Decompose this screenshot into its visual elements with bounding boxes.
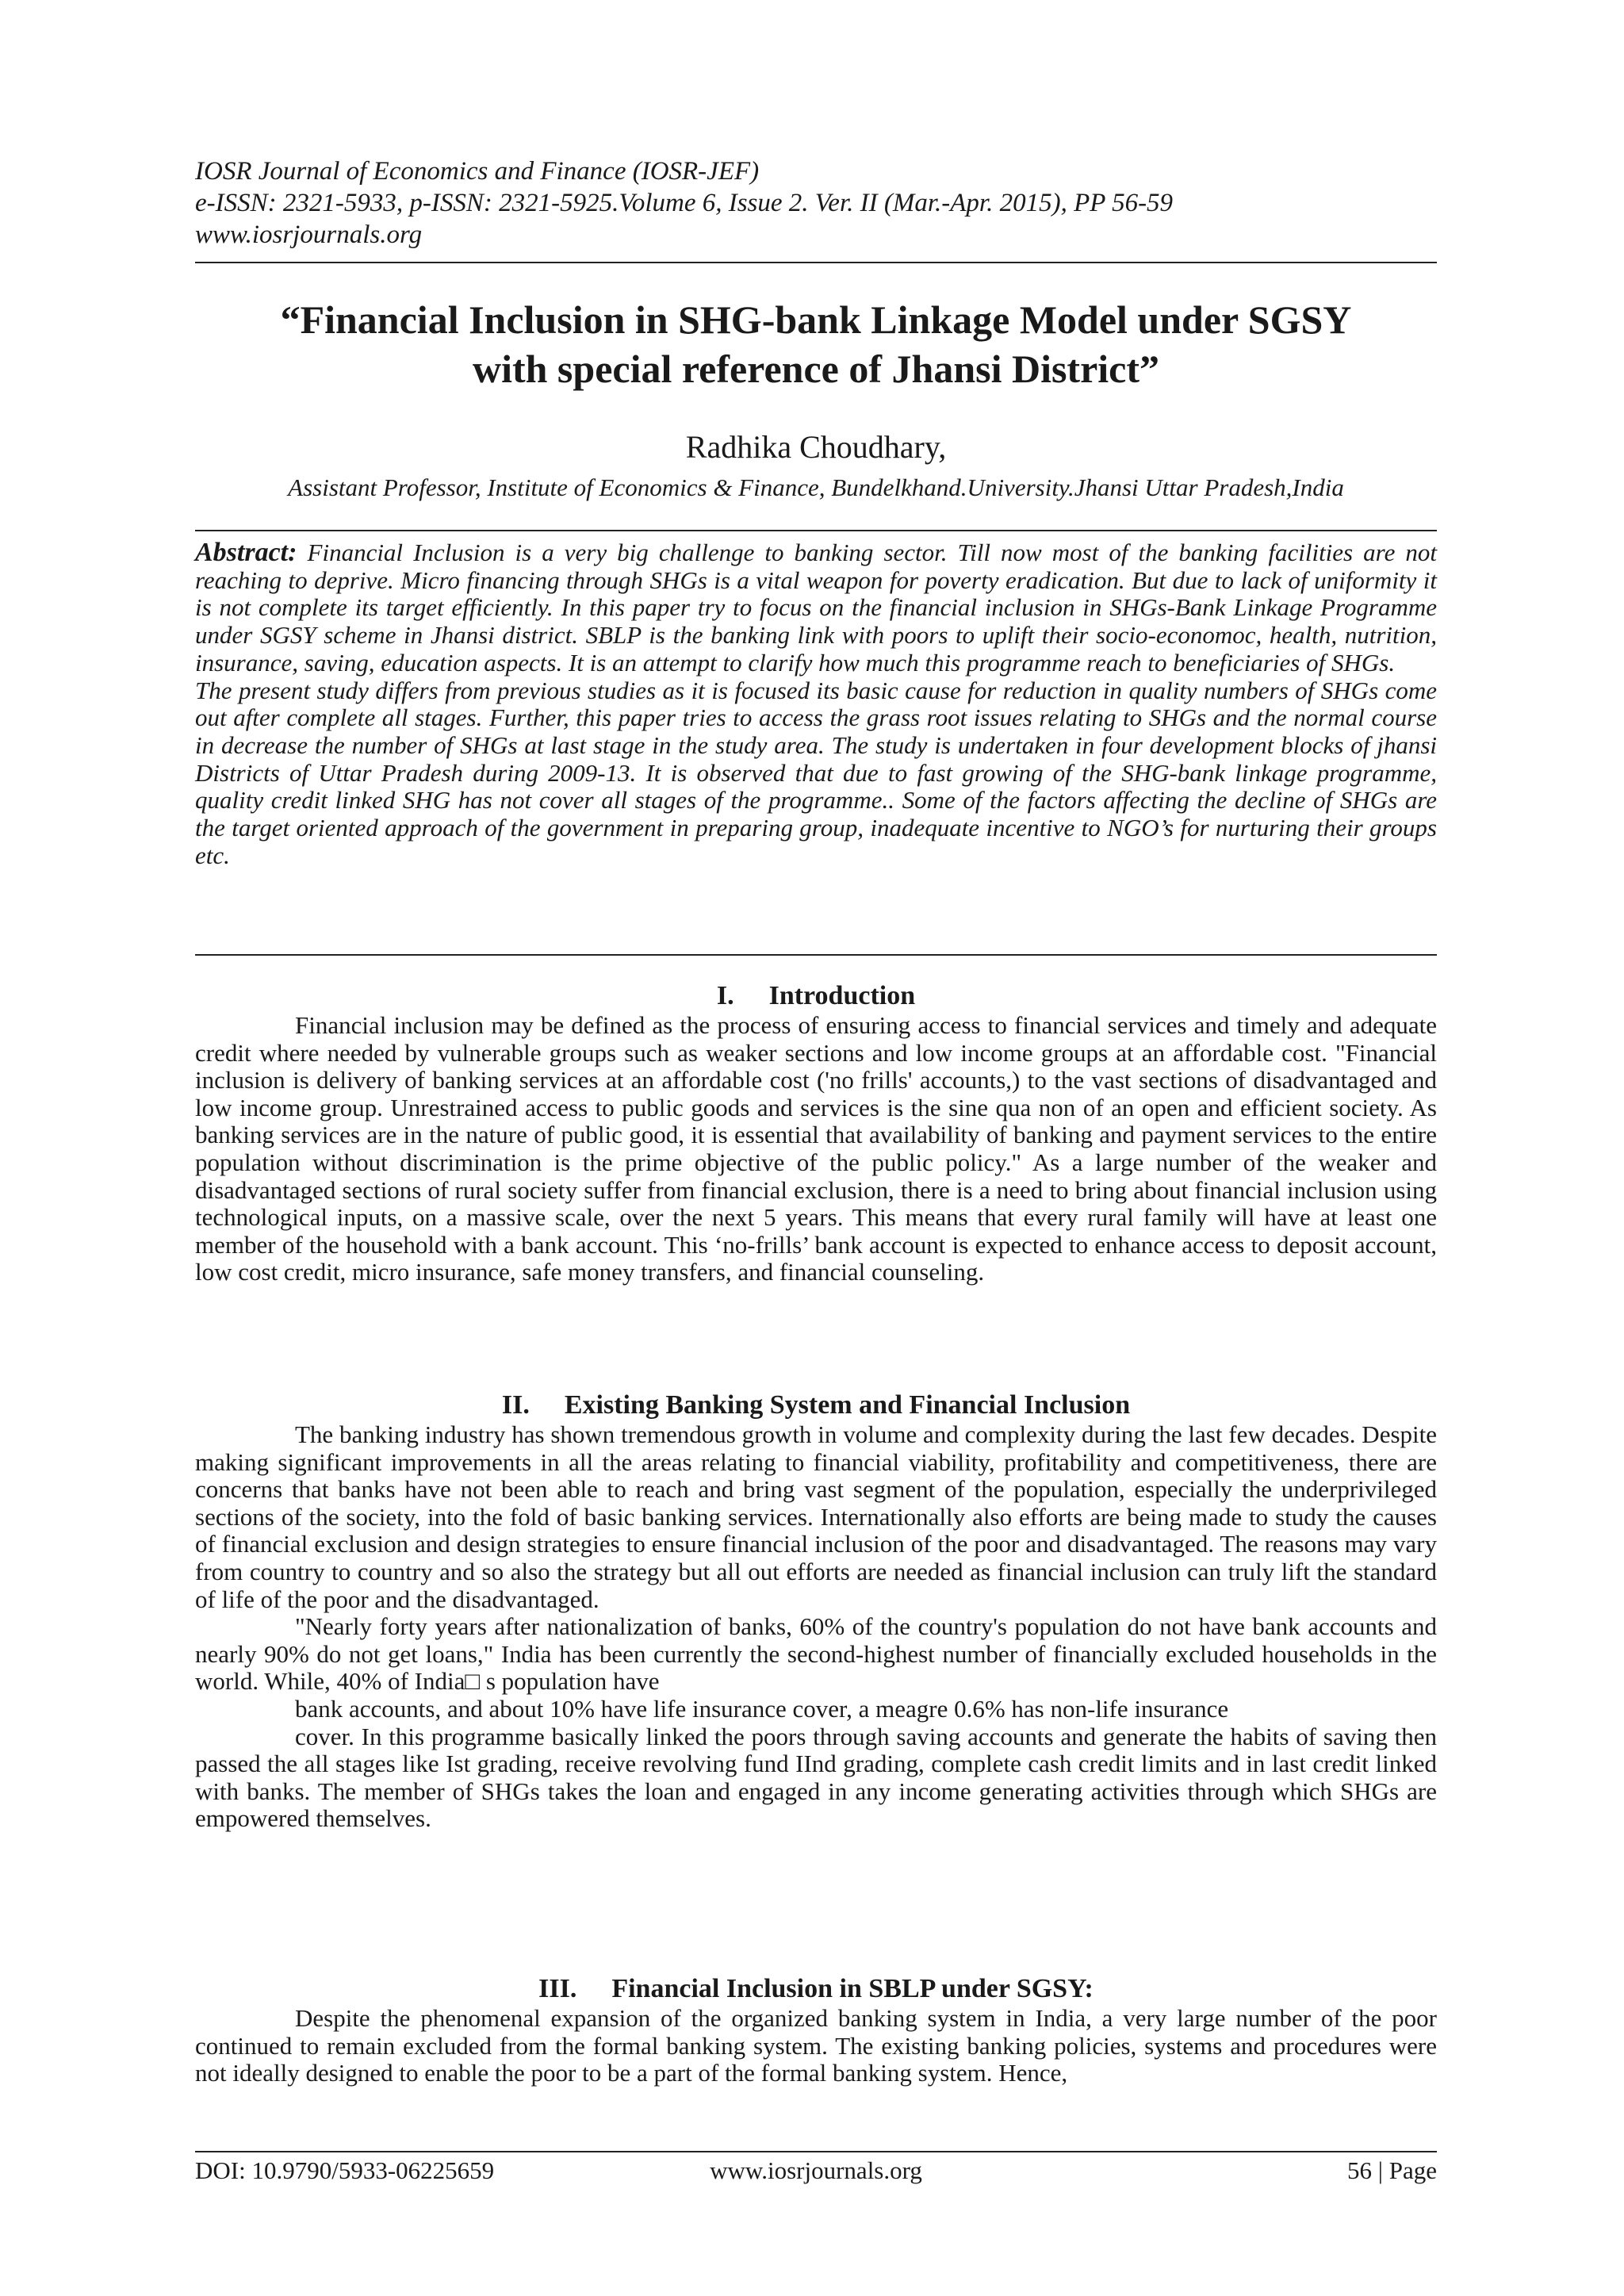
section-heading-3 xyxy=(195,1973,1437,2005)
journal-header xyxy=(195,155,1437,251)
body-paragraph: "Nearly forty years after nationalization of banks, 60% of the country's population do not have bank accounts and nearly 90% do not get loans," India has been currently the second-highest number of financially excluded households in the world. While, 40% of India□ s population have xyxy=(195,1612,1437,1696)
section-title: Existing Banking System and Financial Inclusion xyxy=(564,1390,1131,1420)
section-number: III. xyxy=(538,1974,577,2003)
journal-name: IOSR Journal of Economics and Finance (IOSR-JEF) xyxy=(195,157,760,186)
title-line-2: with special reference of Jhansi District” xyxy=(472,347,1160,391)
author-name: Radhika Choudhary, xyxy=(685,429,947,465)
title-line-1: “Financial Inclusion in SHG-bank Linkage Model under SGSY xyxy=(280,297,1352,342)
page-number: 56 | Page xyxy=(1347,2156,1437,2184)
body-paragraph: Despite the phenomenal expansion of the organized banking system in India, a very large number of the poor continued to remain excluded from the formal banking system. The existing banking policies, systems and procedures were not ideally designed to enable the poor to be a part of the formal banking system. Hence, xyxy=(195,2004,1437,2087)
section-number: I. xyxy=(716,981,734,1010)
abstract-text-1: Financial Inclusion is a very big challenge to banking sector. Till now most of the banking facilities are not reaching to deprive. Micro financing through SHGs is a vital weapon for poverty eradication. But due to lack of uniformity it is not complete its target efficiently. In this paper try to focus on the financial inclusion in SHGs-Bank Linkage Programme under SGSY scheme in Jhansi district. SBLP is the banking link with poors to uplift their socio-economoc, health, nutrition, insurance, saving, education aspects. It is an attempt to clarify how much this programme reach to beneficiaries of SHGs. xyxy=(195,539,1437,677)
section-body-3 xyxy=(195,2005,1437,2087)
issn-line: e-ISSN: 2321-5933, p-ISSN: 2321-5925.Volume 6, Issue 2. Ver. II (Mar.-Apr. 2015), PP 56-59 xyxy=(195,189,1174,217)
body-paragraph: cover. In this programme basically linked the poors through saving accounts and generate the habits of saving then passed the all stages like Ist grading, receive revolving fund IInd grading, complete cash credit limits and in last credit linked with banks. The member of SHGs takes the loan and engaged in any income generating activities through which SHGs are empowered themselves. xyxy=(195,1722,1437,1833)
abstract-label: Abstract: xyxy=(195,538,297,567)
paper-title xyxy=(195,295,1437,393)
body-paragraph: Financial inclusion may be defined as the process of ensuring access to financial services and timely and adequate credit where needed by vulnerable groups such as weaker sections and low income groups at an affordable cost. "Financial inclusion is delivery of banking services at an affordable cost ('no frills' accounts,) to the vast sections of disadvantaged and low income group. Unrestrained access to public goods and services is the sine qua non of an open and efficient society. As banking services are in the nature of public good, it is essential that availability of banking and payment services to the entire population without discrimination is the prime objective of the public policy." As a large number of the weaker and disadvantaged sections of rural society suffer from financial exclusion, there is a need to bring about financial inclusion using technological inputs, on a massive scale, over the next 5 years. This means that every rural family will have at least one member of the household with a bank account. This ‘no-frills’ bank account is expected to enhance access to deposit account, low cost credit, micro insurance, safe money transfers, and financial counseling. xyxy=(195,1011,1437,1286)
section-title: Financial Inclusion in SBLP under SGSY: xyxy=(611,1974,1094,2003)
section-heading-1 xyxy=(195,980,1437,1012)
body-paragraph: bank accounts, and about 10% have life insurance cover, a meagre 0.6% has non-life insurance xyxy=(295,1694,1229,1723)
section-number: II. xyxy=(501,1390,530,1420)
header-rule xyxy=(195,262,1437,263)
section-body-1 xyxy=(195,1012,1437,1286)
abstract-para-1 xyxy=(195,539,1437,677)
body-paragraph: The banking industry has shown tremendous growth in volume and complexity during the last few decades. Despite making significant improvements in all the areas relating to financial viability, profitability and competitiveness, there are concerns that banks have not been able to reach and bring vast segment of the population, especially the underprivileged sections of the society, into the fold of basic banking services. Internationally also efforts are being made to study the causes of financial exclusion and design strategies to ensure financial inclusion of the poor and disadvantaged. The reasons may vary from country to country and so also the strategy but all out efforts are needed as financial inclusion can truly lift the standard of life of the poor and the disadvantaged. xyxy=(195,1420,1437,1613)
footer-rule xyxy=(195,2151,1437,2152)
journal-website: www.iosrjournals.org xyxy=(195,220,423,249)
abstract-para-2: The present study differs from previous studies as it is focused its basic cause for reduction in quality numbers of SHGs come out after complete all stages. Further, this paper tries to access the grass root issues relating to SHGs and the normal course in decrease the number of SHGs at last stage in the study area. The study is undertaken in four development blocks of jhansi Districts of Uttar Pradesh during 2009-13. It is observed that due to fast growing of the SHG-bank linkage programme, quality credit linked SHG has not cover all stages of the programme.. Some of the factors affecting the decline of SHGs are the target oriented approach of the government in preparing group, inadequate incentive to NGO’s for nurturing their groups etc. xyxy=(195,676,1437,869)
section-heading-2 xyxy=(195,1389,1437,1421)
section-title: Introduction xyxy=(768,981,916,1010)
footer-doi: DOI: 10.9790/5933-06225659 xyxy=(195,2156,495,2184)
author-affiliation: Assistant Professor, Institute of Economics & Finance, Bundelkhand.University.Jhansi Uttar Pradesh,India xyxy=(288,473,1344,501)
footer-website: www.iosrjournals.org xyxy=(710,2156,922,2184)
abstract-top-rule xyxy=(195,530,1437,531)
section-body-2 xyxy=(195,1421,1437,1833)
abstract xyxy=(195,539,1437,869)
abstract-bottom-rule xyxy=(195,954,1437,956)
